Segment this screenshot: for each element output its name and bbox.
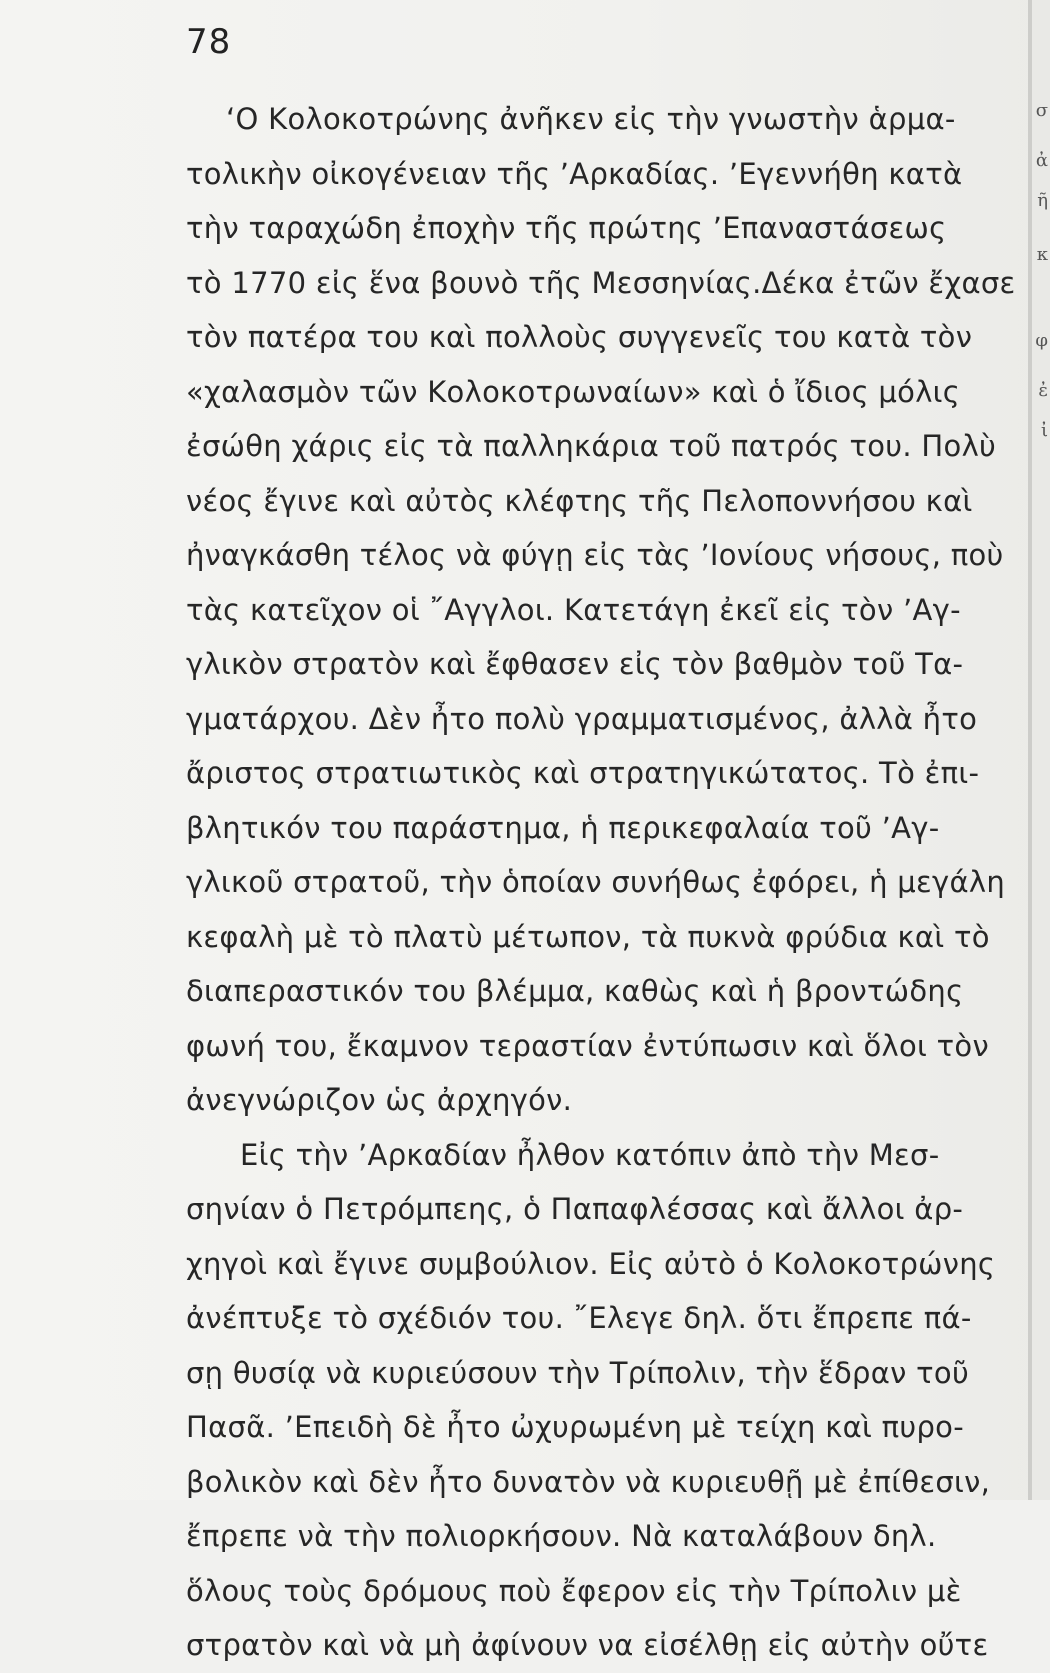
text-line: «χαλασμὸν τῶν Κολοκοτρωναίων» καὶ ὁ ἴδιος μόλις (186, 374, 961, 409)
facing-page-letter: σ (1035, 100, 1048, 121)
text-line: φωνή του, ἔκαμνον τεραστίαν ἐντύπωσιν καὶ ὅλοι τὸν (186, 1028, 989, 1063)
text-line: ἔπρεπε νὰ τὴν πολιορκήσουν. Νὰ καταλάβουν δηλ. (186, 1519, 937, 1553)
facing-page-letter: κ (1036, 244, 1048, 265)
facing-page-letter: ἐ (1038, 380, 1048, 401)
text-line: τὸν πατέρα του καὶ πολλοὺς συγγενεῖς του κατὰ τὸν (186, 320, 973, 354)
text-line: σῃ θυσίᾳ νὰ κυριεύσουν τὴν Τρίπολιν, τὴν ἕδραν τοῦ (186, 1355, 970, 1390)
text-line: ἐσώθη χάρις εἰς τὰ παλληκάρια τοῦ πατρός του. Πολὺ (186, 429, 997, 463)
facing-page-letter: ἀ (1035, 150, 1048, 171)
text-line: βλητικόν του παράστημα, ἡ περικεφαλαία τοῦ ’Αγ- (186, 810, 940, 845)
facing-page-letter: ἰ (1040, 420, 1048, 441)
body-text (186, 92, 1046, 1673)
facing-page-edge (1032, 0, 1050, 1500)
text-line: τὸ 1770 εἰς ἕνα βουνὸ τῆς Μεσσηνίας.Δέκα ἐτῶν ἔχασε (186, 265, 1016, 300)
text-line: στρατὸν καὶ νὰ μὴ ἀφίνουν να εἰσέλθῃ εἰς αὐτὴν οὔτε (186, 1628, 989, 1662)
text-line: κεφαλὴ μὲ τὸ πλατὺ μέτωπον, τὰ πυκνὰ φρύδια καὶ τὸ (186, 919, 990, 954)
text-line: γλικοῦ στρατοῦ, τὴν ὁποίαν συνήθως ἐφόρει, ἡ μεγάλη (186, 865, 1006, 899)
text-line: γματάρχου. Δὲν ἦτο πολὺ γραμματισμένος, ἀλλὰ ἦτο (186, 701, 978, 736)
text-line: νέος ἔγινε καὶ αὐτὸς κλέφτης τῆς Πελοποννήσου καὶ (186, 483, 973, 518)
text-line: ὅλους τοὺς δρόμους ποὺ ἔφερον εἰς τὴν Τρίπολιν μὲ (186, 1573, 962, 1608)
facing-page-letter: φ (1035, 330, 1048, 351)
text-line: διαπεραστικόν του βλέμμα, καθὼς καὶ ἡ βροντώδης (186, 974, 964, 1008)
text-line: Πασᾶ. ’Επειδὴ δὲ ἦτο ὠχυρωμένη μὲ τείχη καὶ πυρο- (186, 1410, 964, 1444)
text-line: γλικὸν στρατὸν καὶ ἔφθασεν εἰς τὸν βαθμὸν τοῦ Τα- (186, 647, 964, 681)
text-line: ἄριστος στρατιωτικὸς καὶ στρατηγικώτατος. Τὸ ἐπι- (186, 756, 980, 790)
text-line: τὰς κατεῖχον οἱ ῎Αγγλοι. Κατετάγη ἐκεῖ εἰς τὸν ’Αγ- (186, 592, 961, 627)
text-line: τολικὴν οἰκογένειαν τῆς ’Αρκαδίας. ’Εγεννήθη κατὰ (186, 156, 963, 191)
text-line: Εἰς τὴν ’Αρκαδίαν ἦλθον κατόπιν ἀπὸ τὴν Μεσ- (240, 1137, 940, 1172)
facing-page-letter: ῆ (1037, 190, 1048, 211)
text-line: σηνίαν ὁ Πετρόμπεης, ὁ Παπαφλέσσας καὶ ἄλλοι ἀρ- (186, 1192, 964, 1226)
text-line: ἀνέπτυξε τὸ σχέδιόν του. ῎Ελεγε δηλ. ὅτι ἔπρεπε πά- (186, 1301, 972, 1335)
text-line: βολικὸν καὶ δὲν ἦτο δυνατὸν νὰ κυριευθῇ μὲ ἐπίθεσιν, (186, 1464, 991, 1499)
text-line: τὴν ταραχώδη ἐποχὴν τῆς πρώτης ’Επαναστάσεως (186, 211, 947, 245)
text-line: ἀνεγνώριζον ὡς ἀρχηγόν. (186, 1083, 573, 1117)
text-line: χηγοὶ καὶ ἔγινε συμβούλιον. Εἰς αὐτὸ ὁ Κολοκοτρώνης (186, 1246, 996, 1281)
text-line: ‘Ο Κολοκοτρώνης ἀνῆκεν εἰς τὴν γνωστὴν ἁρμα- (226, 102, 956, 136)
page-number: 78 (186, 22, 232, 62)
text-line: ἠναγκάσθη τέλος νὰ φύγῃ εἰς τὰς ’Ιονίους νήσους, ποὺ (186, 538, 1004, 572)
